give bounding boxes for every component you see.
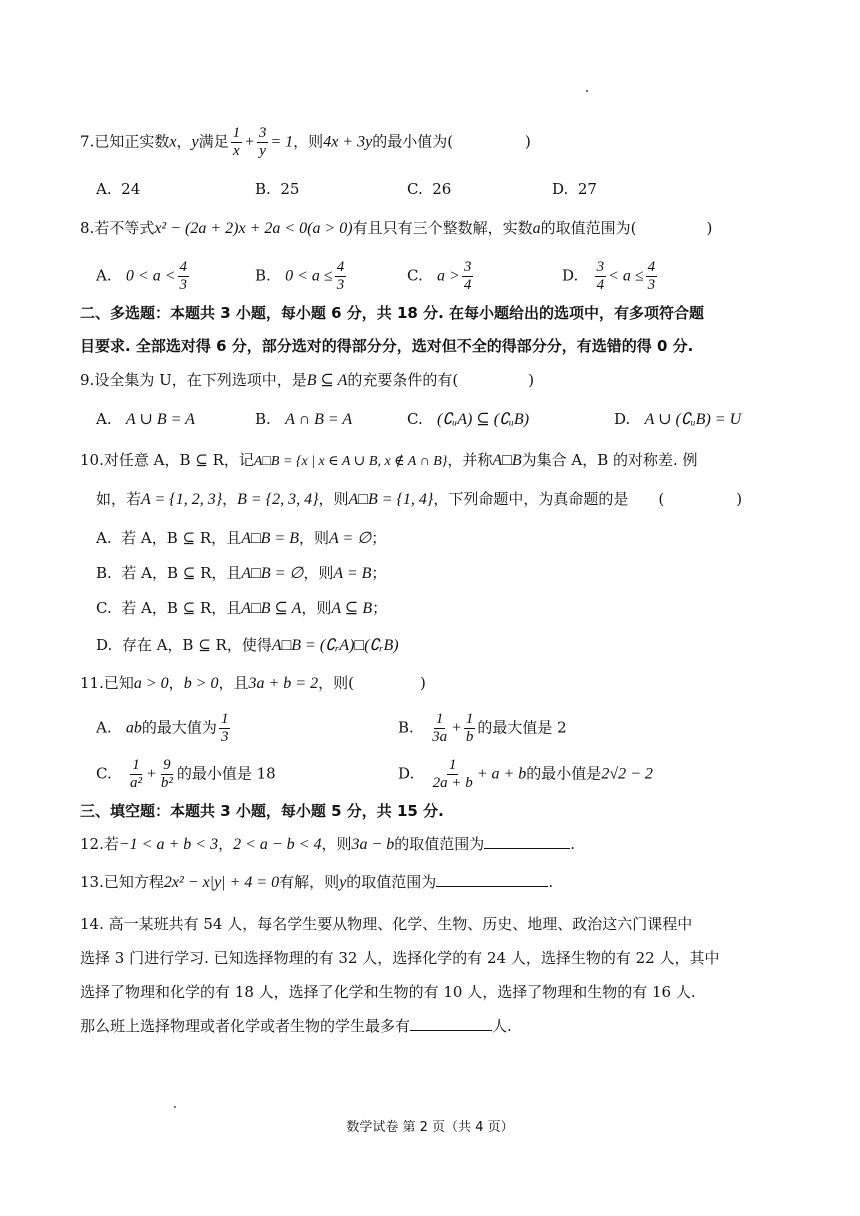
q13-stem: 已知方程 xyxy=(103,873,164,891)
q9-stem: 设全集为 U，在下列选项中，是 xyxy=(94,371,307,389)
q11-stem-b: ，则( xyxy=(318,674,354,692)
q10-opt-end: ； xyxy=(371,529,387,547)
q11-cond-3: 3a + b = 2 xyxy=(248,675,319,692)
q10-opt-pre: 若 A，B ⊆ R，且 xyxy=(121,529,242,547)
q7-opt-label: A. xyxy=(96,180,112,198)
section-2-heading-cont: 目要求. 全部选对得 6 分，部分选对的得部分分，选对但不全的得部分分，有选错的得 0 分. xyxy=(80,337,694,355)
q8-option-a xyxy=(96,259,191,294)
q8-option-b xyxy=(255,259,348,294)
q7-opt-text: 24 xyxy=(121,180,141,198)
q12-answer-blank[interactable] xyxy=(484,832,570,849)
q10-result: A□B = {1, 4} xyxy=(348,491,434,508)
question-10 xyxy=(80,448,698,474)
q8-opt-expr: 0 < a < xyxy=(125,267,176,285)
q7-opt-label: B. xyxy=(255,180,271,198)
frac-den: b² xyxy=(160,775,173,791)
q10-opt-m2: A = B xyxy=(333,565,372,582)
q8-opt-expr: a > xyxy=(437,267,460,285)
frac-num: 3 xyxy=(596,259,605,275)
q10-set-b: B = {2, 3, 4} xyxy=(237,491,319,508)
q10-opt-pre: 存在 A，B ⊆ R，使得 xyxy=(121,636,272,654)
q14-answer-blank[interactable] xyxy=(410,1014,492,1031)
q11-opt-value: 2√2 − 2 xyxy=(601,765,653,783)
question-9 xyxy=(80,368,534,393)
frac-num: 4 xyxy=(647,259,656,275)
q7-stem: 已知正实数 xyxy=(94,132,170,151)
q11-sep: ，且 xyxy=(218,674,249,692)
q12-cond-2: 2 < a − b < 4 xyxy=(233,836,322,853)
q11-opt-expr: + a + b xyxy=(476,765,527,783)
q10-symbol: A□B xyxy=(492,452,522,469)
q7-close: ) xyxy=(525,132,531,151)
q11-close: ) xyxy=(419,674,426,692)
q7-option-b xyxy=(255,177,299,201)
frac-den: 3 xyxy=(220,729,229,745)
q8-stem-b: 有且只有三个整数解，实数 xyxy=(352,219,533,237)
q8-option-c xyxy=(407,259,475,294)
q8-opt-label: D. xyxy=(562,266,579,285)
question-8 xyxy=(80,216,712,241)
q8-inequality: x² − (2a + 2)x + 2a < 0(a > 0) xyxy=(154,220,353,237)
q8-stem: 若不等式 xyxy=(94,219,155,237)
q11-opt-expr: ab xyxy=(125,719,142,737)
q11-option-b xyxy=(398,711,567,746)
q10-opt-mid: ，则 xyxy=(303,564,334,582)
q10-opt-label: D. xyxy=(96,636,113,654)
q11-sep: ， xyxy=(168,674,184,692)
frac-den: 3 xyxy=(179,277,188,293)
q8-close: ) xyxy=(706,219,713,237)
question-7 xyxy=(80,125,531,160)
frac-den: 4 xyxy=(596,277,605,293)
q7-number: 7. xyxy=(80,132,95,151)
q10-paren-close: ) xyxy=(736,490,743,508)
q11-opt-label: D. xyxy=(398,764,415,783)
q12-expr: 3a − b xyxy=(351,836,395,853)
q12-stem-c: 的取值范围为 xyxy=(394,835,485,853)
q7-option-a xyxy=(96,177,140,201)
section-3-heading: 三、填空题：本题共 3 小题，每小题 5 分，共 15 分. xyxy=(80,802,444,820)
frac-num: 1 xyxy=(132,757,140,773)
q9-option-a xyxy=(96,407,195,432)
q14-stem: 那么班上选择物理或者化学或者生物的学生最多有 xyxy=(80,1017,411,1035)
q13-end: . xyxy=(548,873,554,891)
scan-dot xyxy=(586,90,588,92)
frac-den: 3a xyxy=(432,729,448,745)
q9-opt-label: C. xyxy=(407,410,423,428)
q7-stem-b: 满足 xyxy=(198,132,229,151)
q8-opt-frac xyxy=(462,259,474,294)
q9-opt-label: B. xyxy=(255,410,271,428)
q12-cond-1: −1 < a + b < 3 xyxy=(118,836,219,853)
q10-opt-label: B. xyxy=(96,564,112,582)
q9-number: 9. xyxy=(80,371,95,389)
q10-example: 如，若 xyxy=(96,490,142,508)
q13-var-y: y xyxy=(339,874,347,891)
question-11 xyxy=(80,671,426,696)
q11-opt-frac-2 xyxy=(464,711,476,746)
q10-stem: 对任意 A，B ⊆ R，记 xyxy=(103,451,254,469)
q9-opt-text: A ∩ B = A xyxy=(285,411,353,428)
q9-condition: B ⊆ A xyxy=(306,372,348,389)
q11-opt-label: A. xyxy=(96,718,112,737)
q10-option-a xyxy=(96,526,386,551)
q7-frac1-den: x xyxy=(232,143,240,159)
question-14-line-3: 选择了物理和化学的有 18 人，选择了化学和生物的有 10 人，选择了物理和生物的有 16 人. xyxy=(80,983,696,1001)
q9-option-d xyxy=(614,407,741,432)
q13-stem-b: 有解，则 xyxy=(279,873,340,891)
q10-stem-c: 为集合 A，B 的对称差. 例 xyxy=(521,451,698,469)
section-2-heading: 二、多选题：本题共 3 小题，每小题 6 分，共 18 分. 在每小题给出的选项中，有多项符合题 xyxy=(80,304,705,322)
q11-opt-plus: + xyxy=(146,765,157,783)
q10-opt-label: A. xyxy=(96,529,112,547)
q11-opt-label: B. xyxy=(398,718,414,737)
q9-option-c xyxy=(407,407,529,432)
q9-opt-text: A ∪ B = A xyxy=(125,411,195,428)
q9-opt-text: A ∪ (∁ᵤB) = U xyxy=(644,411,742,428)
q8-opt-frac xyxy=(178,259,190,294)
question-12 xyxy=(80,832,575,857)
q8-opt-label: A. xyxy=(96,266,112,285)
q10-opt-mid: ，则 xyxy=(298,529,329,547)
q9-opt-label: D. xyxy=(614,410,631,428)
q8-opt-label: C. xyxy=(407,266,423,285)
q9-stem-b: 的充要条件的有( xyxy=(347,371,459,389)
scan-dot xyxy=(174,1106,176,1108)
question-14: 14. 高一某班共有 54 人，每名学生要从物理、化学、生物、历史、地理、政治这六门课程中 xyxy=(80,915,693,933)
q11-stem: 已知 xyxy=(103,674,134,692)
q11-option-d xyxy=(398,757,653,792)
q7-frac2-num: 3 xyxy=(258,125,267,141)
q11-opt-plus: + xyxy=(451,719,462,737)
q9-opt-label: A. xyxy=(96,410,112,428)
q10-opt-m1: A□B = ∅ xyxy=(241,565,304,582)
q7-option-d xyxy=(552,177,597,201)
q8-option-d xyxy=(562,259,659,294)
question-14-line-4 xyxy=(80,1014,512,1038)
q9-opt-text: (∁ᵤA) ⊆ (∁ᵤB) xyxy=(437,411,530,428)
q11-number: 11. xyxy=(80,674,104,692)
q7-expr: 4x + 3y xyxy=(323,133,373,151)
frac-num: 4 xyxy=(336,259,345,275)
q12-stem-b: ，则 xyxy=(321,835,352,853)
q12-stem: 若 xyxy=(103,835,119,853)
q7-var-y: y xyxy=(191,133,199,151)
q7-stem-d: 的最小值为( xyxy=(372,132,454,151)
q11-opt-frac-1 xyxy=(430,711,449,746)
q7-fraction-1 xyxy=(231,125,243,160)
frac-den: 4 xyxy=(463,277,472,293)
q10-opt-m2: A ⊆ B xyxy=(331,600,373,617)
q7-fraction-2 xyxy=(257,125,269,160)
frac-den: 3 xyxy=(336,277,345,293)
q10-paren-open: ( xyxy=(658,490,665,508)
q11-opt-text: 的最小值是 18 xyxy=(176,764,276,783)
q13-stem-c: 的取值范围为 xyxy=(346,873,437,891)
q7-frac1-num: 1 xyxy=(232,125,241,141)
frac-num: 1 xyxy=(220,711,229,727)
frac-num: 1 xyxy=(448,757,457,773)
q11-option-a xyxy=(96,711,232,746)
q7-option-c xyxy=(407,177,451,201)
q7-opt-text: 26 xyxy=(432,180,452,198)
q11-opt-frac xyxy=(219,711,231,746)
q12-number: 12. xyxy=(80,835,104,853)
q10-opt-m1: A□B = (∁ᵣA)□(∁ᵣB) xyxy=(271,637,399,654)
q10-opt-m1: A□B = B xyxy=(241,530,299,547)
q11-opt-text: 的最大值是 2 xyxy=(477,718,567,737)
q13-answer-blank[interactable] xyxy=(436,870,548,887)
q7-eq: = 1 xyxy=(270,133,294,151)
q11-cond-2: b > 0 xyxy=(183,675,219,692)
q11-option-c xyxy=(96,757,276,792)
q10-option-b xyxy=(96,561,386,586)
q10-comma: ， xyxy=(222,490,238,508)
q10-option-d xyxy=(96,633,399,658)
q10-opt-label: C. xyxy=(96,599,112,617)
q8-opt-frac xyxy=(646,259,658,294)
q10-prompt: ，下列命题中，为真命题的是 xyxy=(433,490,629,508)
q11-cond-1: a > 0 xyxy=(133,675,169,692)
frac-den: a² xyxy=(130,775,143,791)
question-13 xyxy=(80,870,553,895)
q14-unit: 人. xyxy=(492,1017,512,1035)
frac-num: 9 xyxy=(163,757,171,773)
q7-opt-text: 25 xyxy=(280,180,300,198)
q8-opt-expr: 0 < a ≤ xyxy=(285,267,333,285)
q10-opt-end: ； xyxy=(371,564,387,582)
q8-opt-frac xyxy=(335,259,347,294)
frac-num: 3 xyxy=(463,259,472,275)
frac-num: 1 xyxy=(465,711,474,727)
question-10-cont xyxy=(96,487,742,512)
q7-opt-text: 27 xyxy=(577,180,597,198)
q8-opt-expr: < a ≤ xyxy=(608,267,644,285)
q7-plus: + xyxy=(244,133,255,151)
q7-sep: ， xyxy=(176,132,192,151)
q10-definition: A□B = {x | x ∈ A ∪ B, x ∉ A ∩ B} xyxy=(253,454,448,469)
q11-opt-frac-2 xyxy=(159,757,175,792)
q13-equation: 2x² − x|y| + 4 = 0 xyxy=(163,874,280,891)
q9-close: ) xyxy=(528,371,535,389)
q7-opt-label: D. xyxy=(552,180,569,198)
q13-number: 13. xyxy=(80,873,104,891)
q11-opt-label: C. xyxy=(96,764,112,783)
q12-end: . xyxy=(570,835,576,853)
q7-opt-label: C. xyxy=(407,180,423,198)
q11-opt-frac-1 xyxy=(128,757,144,792)
q10-opt-mid: ，则 xyxy=(301,599,332,617)
frac-den: 2a + b xyxy=(432,775,473,791)
q10-opt-end: ； xyxy=(372,599,388,617)
q10-stem-b: ，并称 xyxy=(447,451,493,469)
q7-stem-c: ，则 xyxy=(293,132,324,151)
q7-frac2-den: y xyxy=(259,143,266,159)
q10-opt-pre: 若 A，B ⊆ R，且 xyxy=(121,564,242,582)
q10-set-a: A = {1, 2, 3} xyxy=(141,491,223,508)
frac-num: 1 xyxy=(435,711,444,727)
q8-opt-frac-0 xyxy=(595,259,607,294)
page-footer: 数学试卷 第 2 页（共 4 页） xyxy=(346,1120,514,1135)
q7-var-x: x xyxy=(169,133,177,151)
q11-opt-text: 的最小值是 xyxy=(526,764,602,783)
frac-den: b xyxy=(465,729,474,745)
q8-var-a: a xyxy=(532,220,541,237)
q11-opt-text: 的最大值为 xyxy=(141,718,217,737)
q10-opt-m1: A□B ⊆ A xyxy=(241,600,302,617)
frac-den: 3 xyxy=(647,277,656,293)
q12-sep: ， xyxy=(218,835,234,853)
q8-stem-c: 的取值范围为( xyxy=(540,219,637,237)
q10-number: 10. xyxy=(80,451,104,469)
q11-opt-frac-1 xyxy=(431,757,475,792)
q10-opt-m2: A = ∅ xyxy=(328,530,372,547)
q9-option-b xyxy=(255,407,352,432)
q10-option-c xyxy=(96,596,387,621)
q8-number: 8. xyxy=(80,219,95,237)
frac-num: 4 xyxy=(179,259,188,275)
q10-then: ，则 xyxy=(318,490,349,508)
question-14-line-2: 选择 3 门进行学习. 已知选择物理的有 32 人，选择化学的有 24 人，选择生物的有 22 人，其中 xyxy=(80,949,720,967)
q10-opt-pre: 若 A，B ⊆ R，且 xyxy=(121,599,242,617)
q8-opt-label: B. xyxy=(255,266,271,285)
